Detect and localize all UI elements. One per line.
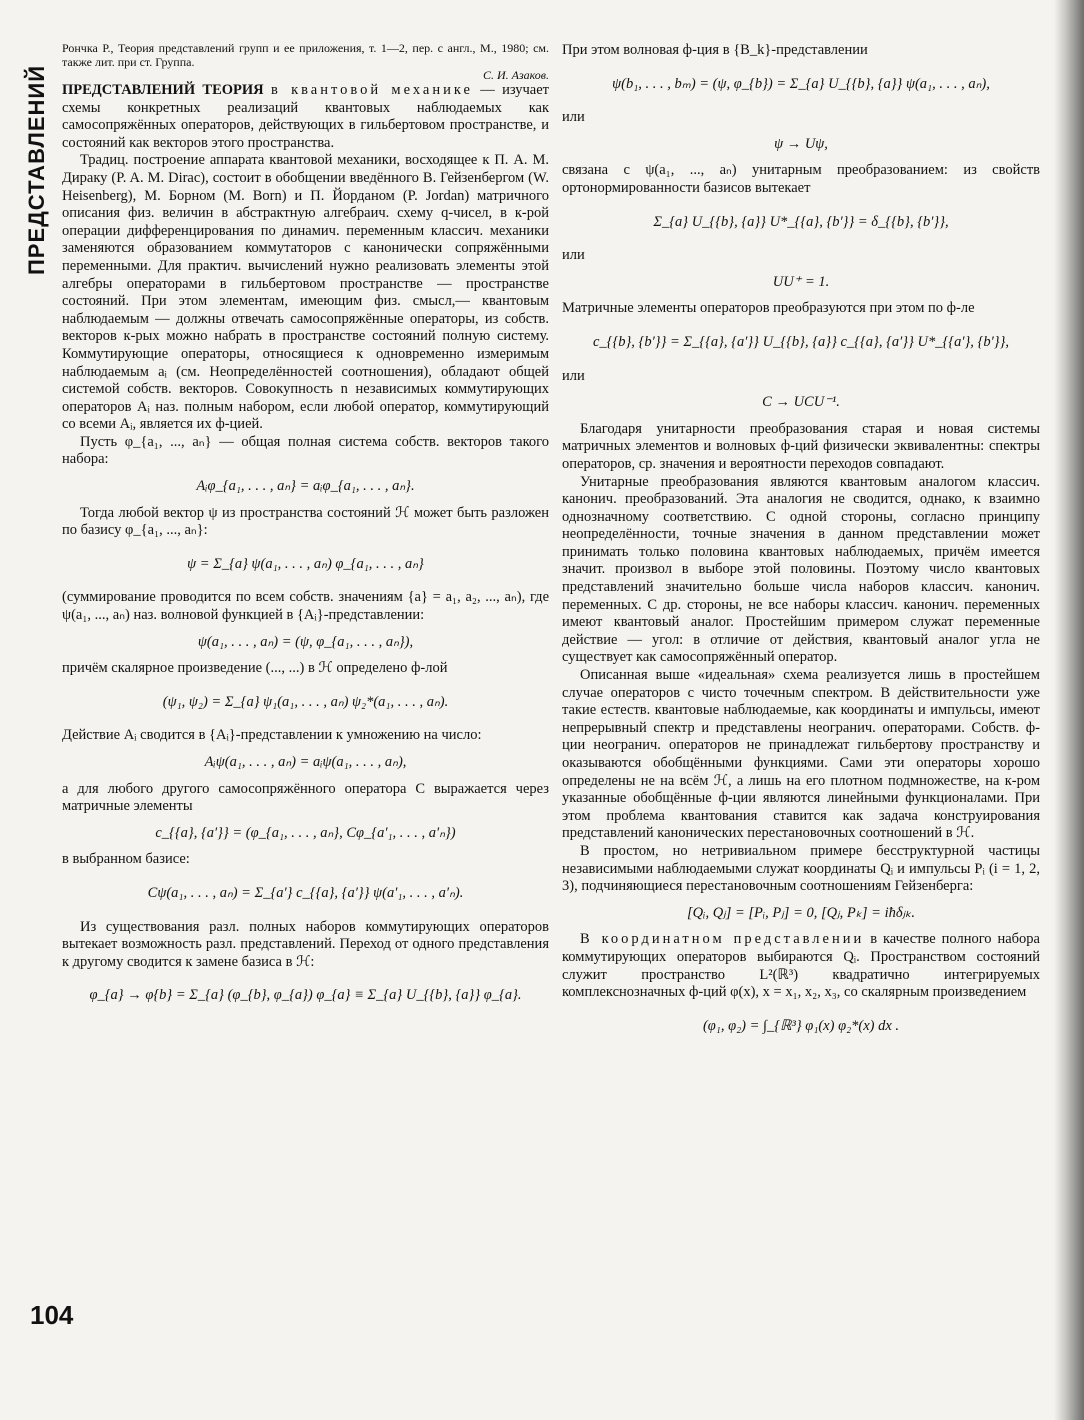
formula: ψ = Σ_{a} ψ(a₁, . . . , aₙ) φ_{a₁, . . . , aₙ} [187,555,424,572]
paragraph: а для любого другого самосопряжённого оператора C выражается через матричные элементы [62,780,549,815]
article-heading: ПРЕДСТАВЛЕНИЙ ТЕОРИЯ [62,82,264,98]
paragraph: Действие Aᵢ сводится в {Aᵢ}-представлении к умножению на число: [62,727,482,744]
paragraph: Из существования разл. полных наборов коммутирующих операторов вытекает возможность разл. представлений. Переход от одного представления к другому сводится к замене базиса в ℋ: [62,918,549,970]
intro-text: — изучает схемы конкретных реализаций квантовых наблюдаемых как самосопряжённых операторов, действующих в гильбертовом пространстве, и состояний как векторов этого пространства. [62,82,550,151]
paragraph: Матричные элементы операторов преобразуются при этом по ф-ле [562,300,975,317]
author-signature: С. И. Азаков. [482,68,549,82]
left-column [62,42,549,1021]
formula: (φ₁, φ₂) = ∫_{ℝ³} φ₁(x) φ₂*(x) dx . [702,1017,900,1034]
paragraph: Пусть φ_{a₁, ..., aₙ} — общая полная система собств. векторов такого набора: [62,433,549,468]
paragraph: Унитарные преобразования являются квантовым аналогом классич. канонич. преобразований. Эта аналогия не сводится, однако, к взаимно однозначному соответствию. С одной стороны, согласно принципу неопределённости, точные значения в данном представлении может принимать только половина квантовых наблюдаемых, причём имеется значит. произвол в выборе этой половины. Поэтому число квантовых представлений значительно больше числа наборов классич. канонич. переменных. С др. стороны, не все наборы классич. канонич. переменных имеют квантовый аналог. Простейшим примером служат переменные действие — угол: в отличие от действия, квантовый аналог угла не существует как самосопряжённый оператор. [562,473,1040,666]
page-edge-shadow [1054,0,1084,1420]
paragraph: в выбранном базисе: [62,851,190,868]
formula: Aᵢφ_{a₁, . . . , aₙ} = aᵢφ_{a₁, . . . , aₙ}. [196,478,415,495]
formula: UU⁺ = 1. [772,273,830,290]
paragraph: связана с ψ(a₁, ..., aₙ) унитарным преобразованием: из свойств ортонормированности базисов вытекает [562,162,1040,196]
formula: φ_{a} → φ{b} = Σ_{a} (φ_{b}, φ_{a}) φ_{a} ≡ Σ_{a} U_{{b}, {a}} φ_{a}. [89,987,522,1004]
formula: Aᵢψ(a₁, . . . , aₙ) = aᵢψ(a₁, . . . , aₙ), [204,754,407,770]
formula: C → UCU⁻¹. [762,394,840,411]
formula: Cψ(a₁, . . . , aₙ) = Σ_{a′} c_{{a}, {a′}} ψ(a′₁, . . . , a′ₙ). [147,884,464,901]
paragraph [562,931,1040,1001]
paragraph: (суммирование проводится по всем собств. значениям {a} = a₁, a₂, ..., aₙ), где ψ(a₁, ..., aₙ) наз. волновой функцией в {Aᵢ}-представлении: [62,589,549,624]
paragraph: При этом волновая ф-ция в {B_k}-представлении [562,42,868,58]
paragraph: Традиц. построение аппарата квантовой механики, восходящее к П. А. М. Дираку (P. A. M. Dirac), состоит в обобщении введённого В. Гейзенбергом (W. Heisenberg), М. Борном (M. Born) и П. Йорданом (P. Jordan) матричного описания физ. величин в абстрактную алгебраич. схему q-чисел, в к-рой операции дифференцирования по динамич. переменным классич. механики заменяются образованием коммутаторов с канонически сопряжёнными переменными. Для практич. вычислений нужно реализовать элементы этой алгебры операторами в гильбертовом пространстве — пространстве состояний. При этом элементам, имеющим физ. смысл,— квантовым наблюдаемым — должны отвечать самосопряжённые операторы, из собств. векторов к-рых можно набрать в пространстве состояний полную систему. Коммутирующие операторы, относящиеся к одновременно измеримым наблюдаемым aᵢ (см. Неопределённостей соотношения), обладают общей системой собств. векторов. Совокупность n независимых коммутирующих операторов Aᵢ наз. полным набором, если любой оператор, коммутирующий со всеми Aᵢ, является их ф-цией. [62,152,549,433]
formula: [Qᵢ, Qⱼ] = [Pᵢ, Pⱼ] = 0, [Qⱼ, Pₖ] = iħδⱼₖ. [687,904,915,921]
connective-text: или [562,367,585,384]
right-column [562,42,1040,1051]
side-section-tab [22,55,52,285]
connective-text: или [562,247,585,264]
formula: c_{{b}, {b′}} = Σ_{{a}, {a′}} U_{{b}, {a}} c_{{a}, {a′}} U*_{{a′}, {b′}}, [592,333,1010,350]
paragraph: В простом, но нетривиальном примере бесструктурной частицы независимыми наблюдаемыми служат координаты Qᵢ и импульсы Pᵢ (i = 1, 2, 3), подчиняющиеся перестановочным соотношениям Гейзенберга: [562,842,1040,895]
paragraph: Благодаря унитарности преобразования старая и новая системы матричных элементов и волновых ф-ций физически эквивалентны: спектры операторов, ср. значения и вероятности переходов совпадают. [562,420,1040,472]
formula: ψ(b₁, . . . , bₘ) = (ψ, φ_{b}) = Σ_{a} U_{{b}, {a}} ψ(a₁, . . . , aₙ), [612,75,990,92]
paragraph: Тогда любой вектор ψ из пространства состояний ℋ может быть разложен по базису φ_{a₁, ..., aₙ}: [62,504,549,539]
formula: Σ_{a} U_{{b}, {a}} U*_{{a}, {b′}} = δ_{{b}, {b′}}, [653,213,949,230]
side-tab-label: ПРЕДСТАВЛЕНИЙ [24,64,50,276]
formula: c_{{a}, {a′}} = (φ_{a₁, . . . , aₙ}, Cφ_{a′₁, . . . , a′ₙ}) [155,824,456,841]
page-number: 104 [30,1300,74,1330]
paragraph-text: в качестве полного набора коммутирующих операторов выбираются Qᵢ. Пространством состояний служит пространство L²(ℝ³) квадратично интегрируемых комплекснозначных ф-ций φ(x), x = x₁, x₂, x₃, со скалярным произведением [562,931,1040,1001]
bibliography-reference: Рончка Р., Теория представлений групп и ее приложения, т. 1—2, пер. с англ., М., 1980; см. также лит. при ст. Группа. [62,41,549,69]
intro-spaced: в квантовой механике [270,82,473,98]
connective-text: или [562,109,585,126]
article-intro [62,82,549,152]
spaced-term: В координатном представлении [580,931,865,948]
paragraph: Описанная выше «идеальная» схема реализуется лишь в простейшем случае операторов с чисто точечным спектром. В действительности уже такие естеств. квантовые наблюдаемые, как координаты и импульсы, имеют непрерывный спектр и представлены неогранич. операторами. Собств. ф-ции неогранич. операторов не принадлежат гильбертову пространству и оказываются обобщёнными функциями. Сами эти операторы хорошо определены не на всём ℋ, а лишь на его плотном подмножестве, на к-ром указанные обобщённые ф-ции являются линейными функционалами. При этом проблема квантования ставится как задача конструирования представлений канонических перестановочных соотношений в ℋ. [562,667,1040,842]
formula: ψ → Uψ, [774,135,828,152]
paragraph: причём скалярное произведение (..., ...) в ℋ определено ф-лой [62,660,448,677]
formula: ψ(a₁, . . . , aₙ) = (ψ, φ_{a₁, . . . , aₙ}), [197,633,414,650]
formula: (ψ₁, ψ₂) = Σ_{a} ψ₁(a₁, . . . , aₙ) ψ₂*(a₁, . . . , aₙ). [162,693,449,710]
